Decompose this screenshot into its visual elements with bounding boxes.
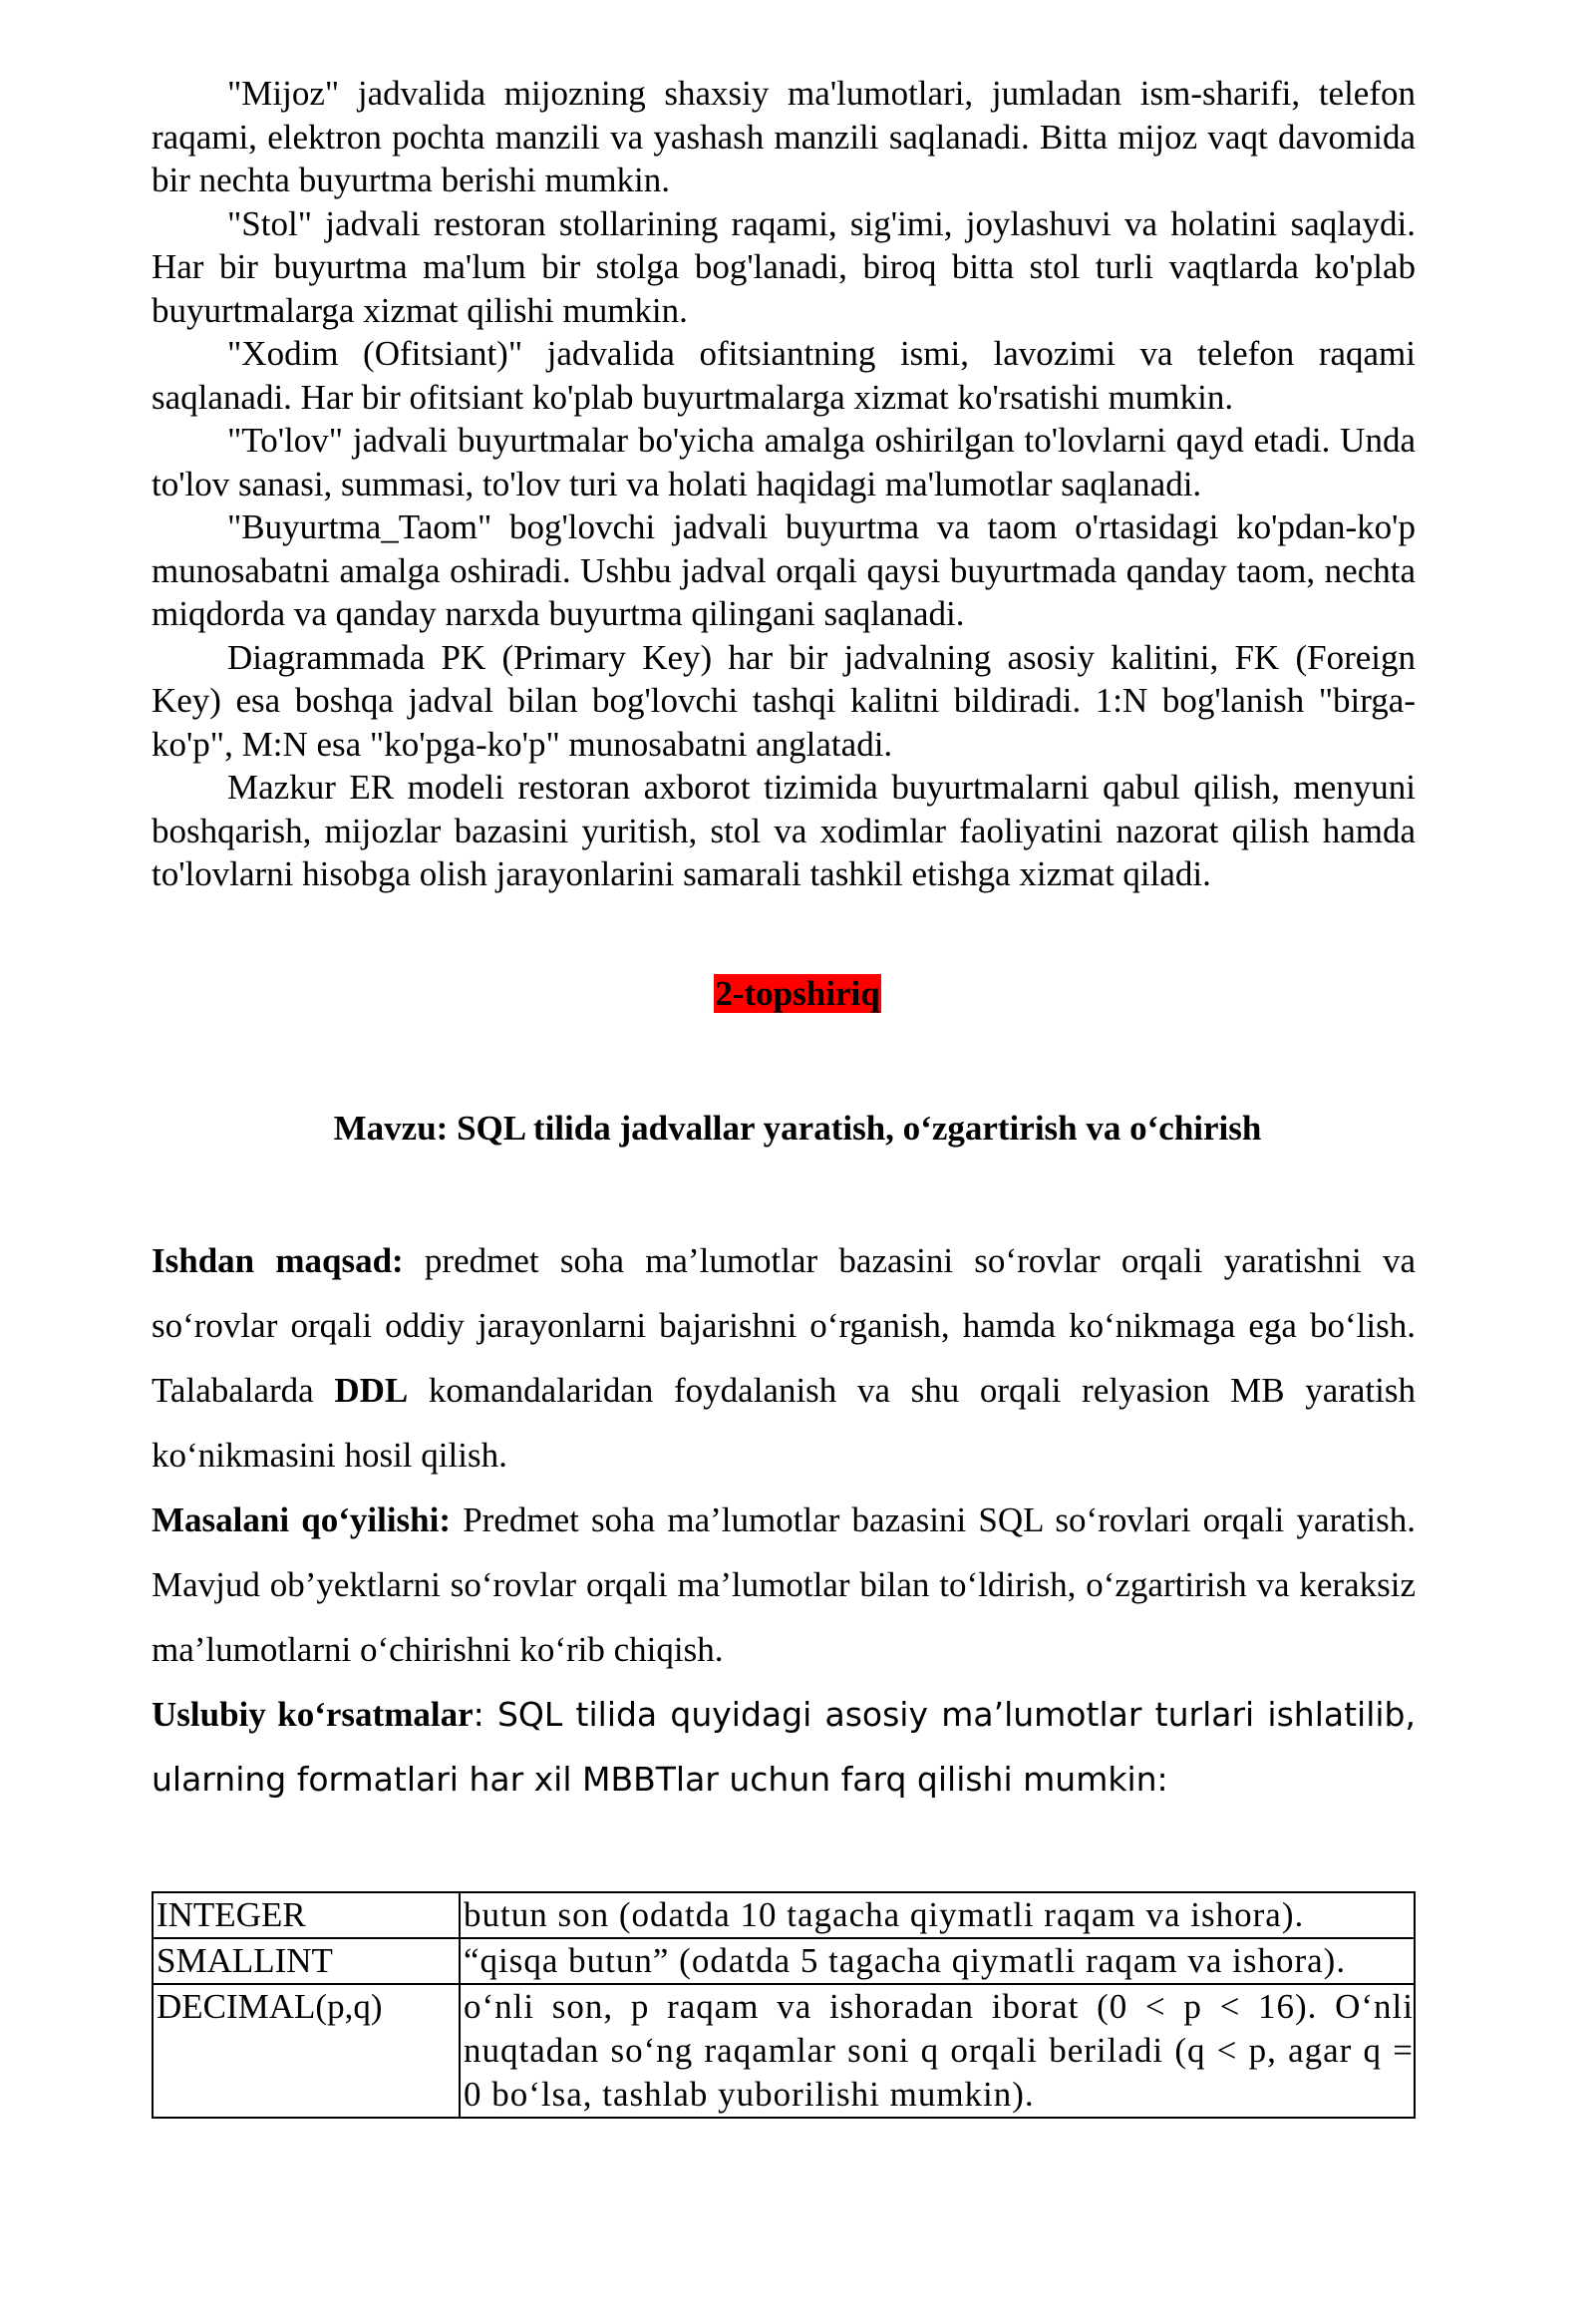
table-row	[153, 1938, 1415, 1984]
paragraph-buyurtma-taom: "Buyurtma_Taom" bog'lovchi jadvali buyurtma va taom o'rtasidagi ko'pdan-ko'p munosabatni amalga oshiradi. Ushbu jadval orqali qaysi buyurtmada qanday taom, nechta miqdorda va qanday narxda buyurtma qilingani saqlanadi.	[152, 507, 1416, 633]
guidance-label: Uslubiy ko‘rsatmalar	[152, 1695, 474, 1734]
data-types-table	[152, 1891, 1416, 2119]
problem-text: Predmet soha ma’lumotlar bazasini SQL so‘rovlari orqali yaratish. Mavjud ob’yektlarni so‘rovlar orqali ma’lumotlar bilan to‘ldirish, o‘zgartirish va keraksiz ma’lumotlarni o‘chirishni ko‘rib chiqish.	[152, 1500, 1416, 1669]
paragraph-xodim: "Xodim (Ofitsiant)" jadvalida ofitsiantning ismi, lavozimi va telefon raqami saqlanadi. Har bir ofitsiant ko'plab buyurtmalarga xizmat ko'rsatishi mumkin.	[152, 334, 1416, 417]
type-description-cell: “qisqa butun” (odatda 5 tagacha qiymatli raqam va ishora).	[460, 1938, 1415, 1984]
problem-paragraph	[152, 1488, 1416, 1682]
goal-text-before: predmet soha ma’lumotlar bazasini so‘rovlar orqali yaratishni va so‘rovlar orqali oddiy jarayonlarni bajarishni o‘rganish, hamda ko‘nikmaga ega bo‘lish. Talabalarda	[152, 1241, 1416, 1410]
paragraph-tolov: "To'lov" jadvali buyurtmalar bo'yicha amalga oshirilgan to'lovlarni qayd etadi. Unda to'lov sanasi, summasi, to'lov turi va holati haqidagi ma'lumotlar saqlanadi.	[152, 421, 1416, 503]
problem-label: Masalani qo‘yilishi:	[152, 1500, 452, 1539]
paragraph-mijoz: "Mijoz" jadvalida mijozning shaxsiy ma'lumotlari, jumladan ism-sharifi, telefon raqami, elektron pochta manzili va yashash manzili saqlanadi. Bitta mijoz vaqt davomida bir nechta buyurtma berishi mumkin.	[152, 74, 1416, 199]
guidance-text: : SQL tilida quyidagi asosiy ma’lumotlar turlari ishlatilib, ularning formatlari har xil MBBTlar uchun farq qilishi mumkin:	[152, 1695, 1416, 1799]
table-row	[153, 1892, 1415, 1938]
type-description-cell: butun son (odatda 10 tagacha qiymatli raqam va ishora).	[460, 1892, 1415, 1938]
goal-paragraph	[152, 1228, 1416, 1488]
intro-section	[152, 72, 1416, 896]
task-label: 2-topshiriq	[715, 974, 880, 1013]
table-row	[153, 1984, 1415, 2118]
type-name-cell: DECIMAL(p,q)	[153, 1984, 460, 2118]
guidance-paragraph	[152, 1682, 1416, 1812]
type-description-cell: o‘nli son, p raqam va ishoradan iborat (0 < p < 16). O‘nli nuqtadan so‘ng raqamlar soni q orqali beriladi (q < p, agar q = 0 bo‘lsa, tashlab yuborilishi mumkin).	[460, 1984, 1415, 2118]
goal-bold-term: DDL	[334, 1371, 409, 1410]
assignment-section	[152, 1228, 1416, 1812]
paragraph-diagram-keys: Diagrammada PK (Primary Key) har bir jadvalning asosiy kalitini, FK (Foreign Key) esa boshqa jadval bilan bog'lovchi tashqi kalitni bildiradi. 1:N bog'lanish "birga-ko'p", M:N esa "ko'pga-ko'p" munosabatni anglatadi.	[152, 637, 1416, 764]
paragraph-stol: "Stol" jadvali restoran stollarining raqami, sig'imi, joylashuvi va holatini saqlaydi. Har bir buyurtma ma'lum bir stolga bog'lanadi, biroq bitta stol turli vaqtlarda ko'plab buyurtmalarga xizmat qilishi mumkin.	[152, 203, 1416, 330]
type-name-cell: INTEGER	[153, 1892, 460, 1938]
topic-heading: Mavzu: SQL tilida jadvallar yaratish, o‘zgartirish va o‘chirish	[333, 1109, 1262, 1148]
goal-text-after: komandalaridan foydalanish va shu orqali relyasion MB yaratish ko‘nikmasini hosil qilish.	[152, 1371, 1416, 1475]
task-heading	[0, 972, 1595, 1016]
paragraph-er-model: Mazkur ER modeli restoran axborot tizimida buyurtmalarni qabul qilish, menyuni boshqarish, mijozlar bazasini yuritish, stol va xodimlar faoliyatini nazorat qilish hamda to'lovlarni hisobga olish jarayonlarini samarali tashkil etishga xizmat qiladi.	[152, 768, 1416, 893]
goal-label: Ishdan maqsad:	[152, 1241, 404, 1280]
type-name-cell: SMALLINT	[153, 1938, 460, 1984]
